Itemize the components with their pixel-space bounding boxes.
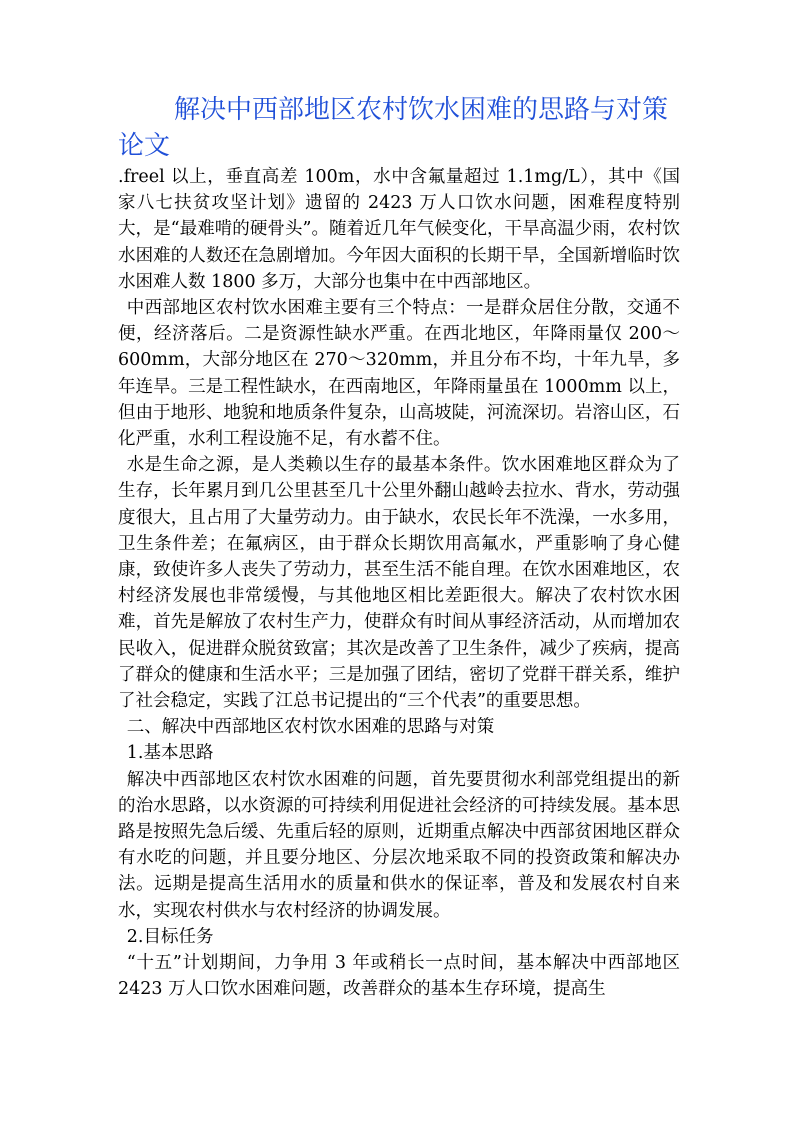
paragraph-features: 中西部地区农村饮水困难主要有三个特点：一是群众居住分散，交通不便，经济落后。二是资源性缺水严重。在西北地区，年降雨量仅 200～600mm，大部分地区在 270～320mm，并且分布不均，十年九旱，多年连旱。三是工程性缺水，在西南地区，年降雨量虽在 1000mm 以上，但由于地形、地貌和地质条件复杂，山高坡陡，河流深切。岩溶山区，石化严重，水利工程设施不足，有水蓄不住。 (118, 298, 680, 450)
paragraph-targets: “十五”计划期间，力争用 3 年或稍长一点时间，基本解决中西部地区 2423 万人口饮水困难问题，改善群众的基本生存环境，提高生 (118, 953, 680, 1000)
document-title: 解决中西部地区农村饮水困难的思路与对策论文 (118, 95, 669, 161)
subsection-heading-basic-approach: 1.基本思路 (126, 743, 214, 764)
paragraph-importance: 水是生命之源，是人类赖以生存的最基本条件。饮水困难地区群众为了生存，长年累月到几公里甚至几十公里外翻山越岭去拉水、背水，劳动强度很大，且占用了大量劳动力。由于缺水，农民长年不洗澡，一水多用，卫生条件差；在氟病区，由于群众长期饮用高氟水，严重影响了身心健康，致使许多人丧失了劳动力，甚至生活不能自理。在饮水困难地区，农村经济发展也非常缓慢，与其他地区相比差距很大。解决了农村饮水困难，首先是解放了农村生产力，使群众有时间从事经济活动，从而增加农民收入，促进群众脱贫致富；其次是改善了卫生条件，减少了疾病，提高了群众的健康和生活水平；三是加强了团结，密切了党群干群关系，维护了社会稳定，实践了江总书记提出的“三个代表”的重要思想。 (118, 455, 680, 712)
document-page (118, 92, 680, 1003)
paragraph-intro: .freel 以上，垂直高差 100m，水中含氟量超过 1.1mg/L），其中《国家八七扶贫攻坚计划》遗留的 2423 万人口饮水问题，困难程度特别大，是“最难啃的硬骨头”。随着近几年气候变化，干旱高温少雨，农村饮水困难的人数还在急剧增加。今年因大面积的长期干旱，全国新增临时饮水困难人数 1800 多万，大部分也集中在中西部地区。 (118, 167, 680, 292)
subsection-heading-targets: 2.目标任务 (126, 926, 214, 947)
paragraph-basic-approach: 解决中西部地区农村饮水困难的问题，首先要贯彻水利部党组提出的新的治水思路，以水资源的可持续利用促进社会经济的可持续发展。基本思路是按照先急后缓、先重后轻的原则，近期重点解决中西部贫困地区群众有水吃的问题，并且要分地区、分层次地采取不同的投资政策和解决办法。远期是提高生活用水的质量和供水的保证率，普及和发展农村自来水，实现农村供水与农村经济的协调发展。 (118, 769, 680, 921)
section-heading: 二、解决中西部地区农村饮水困难的思路与对策 (126, 717, 495, 738)
